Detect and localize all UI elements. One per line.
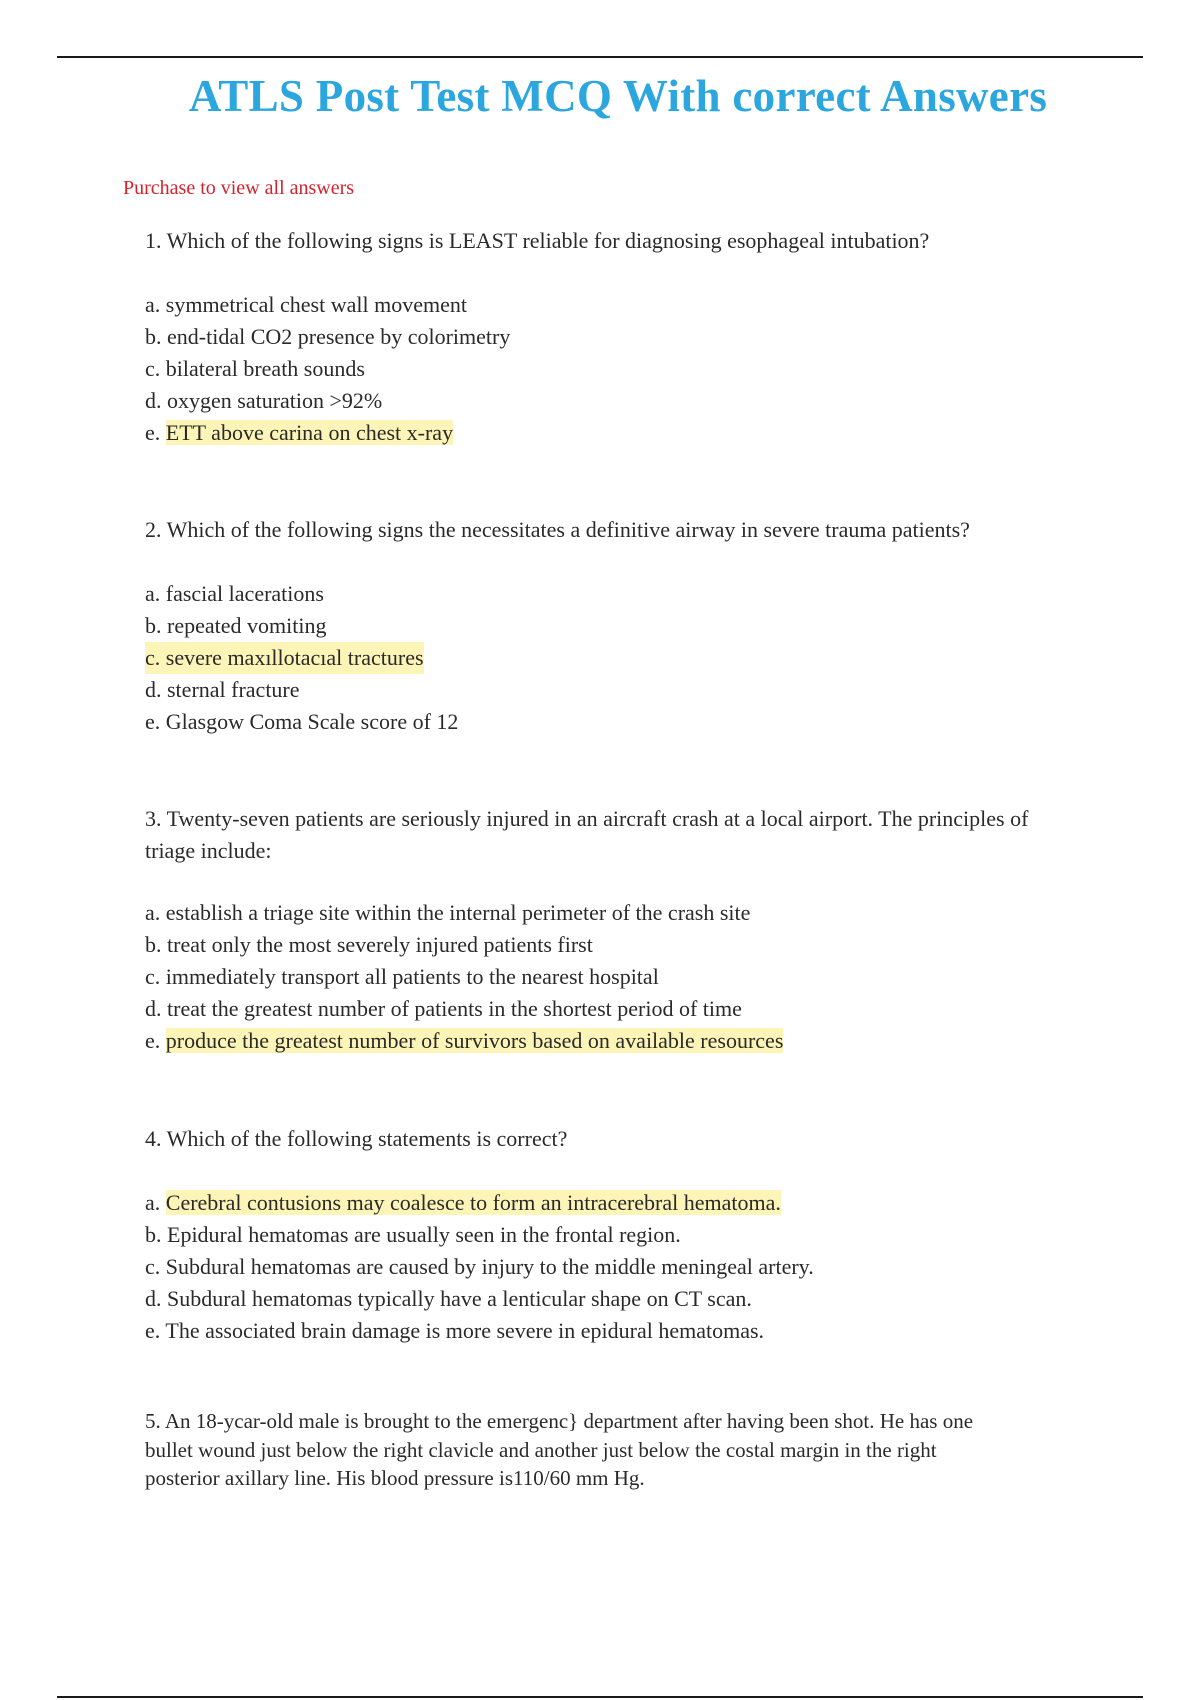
- document-title: ATLS Post Test MCQ With correct Answers: [188, 71, 1048, 121]
- answer-highlight: produce the greatest number of survivors based on available resources: [165, 1028, 784, 1053]
- option-b: b. end-tidal CO2 presence by colorimetry: [145, 324, 511, 349]
- option-e-correct: e. produce the greatest number of survivors based on available resources: [145, 1028, 784, 1053]
- question-5: [145, 1407, 1005, 1493]
- top-rule: [57, 56, 1143, 58]
- question-3: [145, 803, 1075, 1057]
- option-b: b. repeated vomiting: [145, 613, 327, 638]
- option-a: a. fascial lacerations: [145, 581, 324, 606]
- options-list: [145, 897, 1075, 1057]
- option-a-correct: a. Cerebral contusions may coalesce to form an intracerebral hematoma.: [145, 1190, 781, 1215]
- question-stem: 4. Which of the following statements is correct?: [145, 1126, 568, 1151]
- options-list: [145, 578, 1075, 738]
- option-b: b. treat only the most severely injured patients first: [145, 932, 593, 957]
- question-stem: 3. Twenty-seven patients are seriously injured in an aircraft crash at a local airport. The principles of triage include:: [145, 806, 1029, 863]
- option-d: d. treat the greatest number of patients in the shortest period of time: [145, 996, 742, 1021]
- option-c: c. Subdural hematomas are caused by injury to the middle meningeal artery.: [145, 1254, 814, 1279]
- question-stem: 5. An 18-ycar-old male is brought to the emergenc} department after having been shot. He has one bullet wound just below the right clavicle and another just below the costal margin in the right posterior axillary line. His blood pressure is110/60 mm Hg.: [145, 1409, 974, 1490]
- answer-highlight: ETT above carina on chest x-ray: [165, 420, 454, 445]
- question-4: [145, 1123, 1075, 1347]
- purchase-notice: Purchase to view all answers: [123, 177, 355, 199]
- option-a: a. establish a triage site within the internal perimeter of the crash site: [145, 900, 751, 925]
- bottom-rule: [57, 1696, 1143, 1698]
- answer-highlight: c. severe maxıllotacıal tractures: [145, 642, 424, 674]
- question-stem: 1. Which of the following signs is LEAST reliable for diagnosing esophageal intubation?: [145, 228, 930, 253]
- answer-highlight: Cerebral contusions may coalesce to form an intracerebral hematoma.: [165, 1190, 781, 1215]
- option-e: e. Glasgow Coma Scale score of 12: [145, 709, 459, 734]
- options-list: [145, 289, 1075, 449]
- option-d: d. oxygen saturation >92%: [145, 388, 383, 413]
- option-d: d. sternal fracture: [145, 677, 300, 702]
- option-e-correct: e. ETT above carina on chest x-ray: [145, 420, 454, 445]
- option-e: e. The associated brain damage is more severe in epidural hematomas.: [145, 1318, 765, 1343]
- option-c: c. bilateral breath sounds: [145, 356, 365, 381]
- option-a: a. symmetrical chest wall movement: [145, 292, 467, 317]
- option-c-correct: [145, 642, 1075, 674]
- question-stem: 2. Which of the following signs the necessitates a definitive airway in severe trauma patients?: [145, 517, 970, 542]
- option-c: c. immediately transport all patients to the nearest hospital: [145, 964, 659, 989]
- option-b: b. Epidural hematomas are usually seen in the frontal region.: [145, 1222, 681, 1247]
- option-d: d. Subdural hematomas typically have a lenticular shape on CT scan.: [145, 1286, 752, 1311]
- question-1: [145, 225, 1075, 449]
- options-list: [145, 1187, 1075, 1347]
- question-2: [145, 514, 1075, 738]
